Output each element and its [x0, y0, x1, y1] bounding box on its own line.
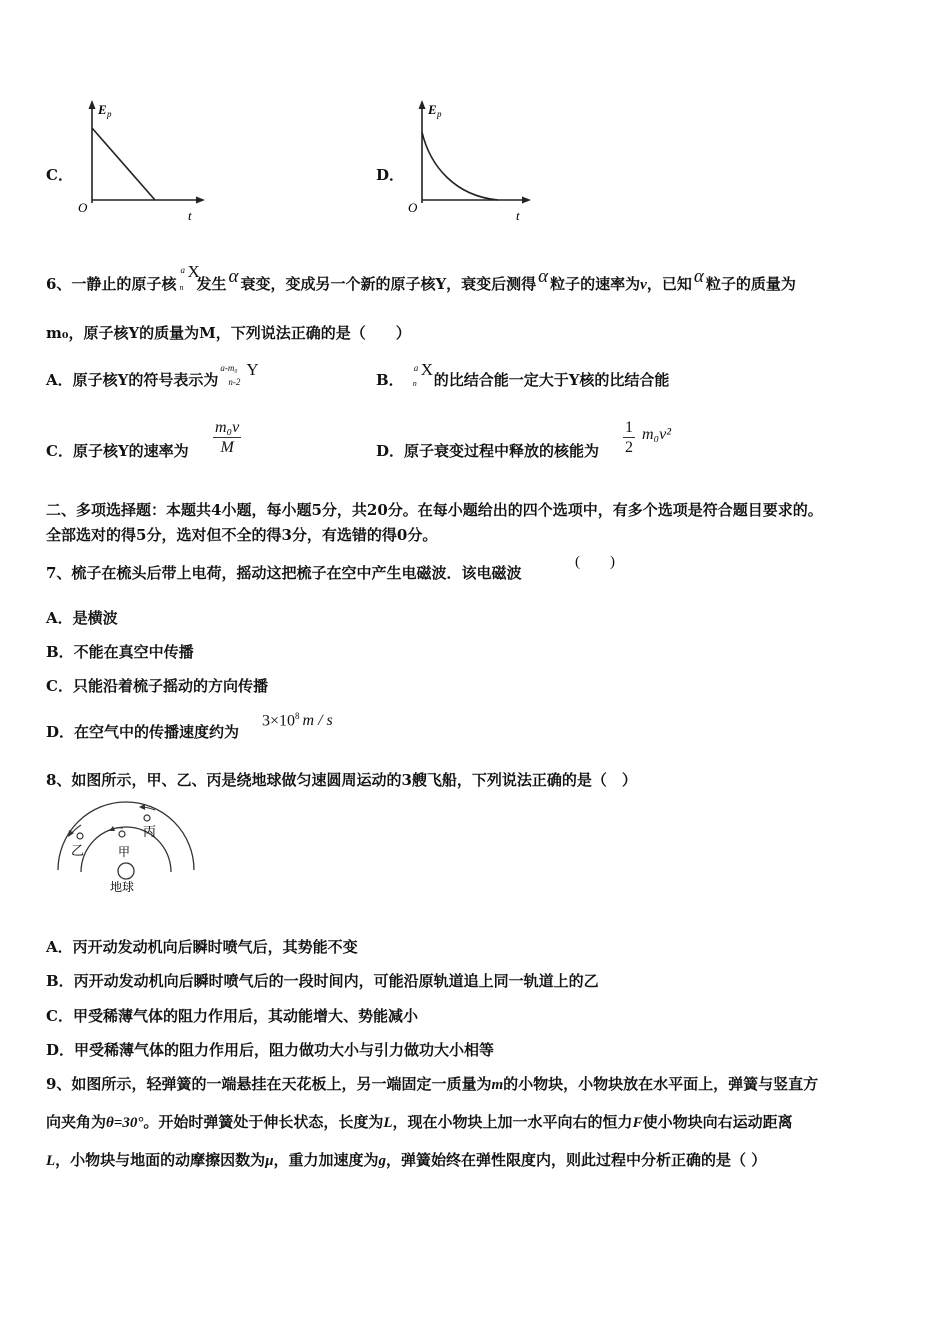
q6-nucleus-x-symbol: X: [187, 262, 200, 281]
q7-option-a: A．是横波: [46, 609, 118, 627]
graph-d-y-label: E: [428, 102, 437, 117]
graph-c-x-arrow: [196, 197, 205, 204]
q6-text-b: 发生: [196, 275, 227, 293]
q6-option-b-symbol: [404, 360, 434, 390]
q6-option-d: [376, 441, 599, 461]
q7-option-c: C．只能沿着梳子摇动的方向传播: [46, 677, 268, 695]
q8-earth: [118, 863, 134, 879]
graph-d-origin: O: [408, 200, 418, 215]
graph-d-y-label-sub: p: [437, 109, 442, 119]
q6-option-d-denominator: 2: [625, 439, 633, 456]
q6-text-d: 粒子的速率为: [550, 275, 641, 293]
q8-orbit-figure: [55, 800, 200, 900]
option-c-label: C．: [46, 166, 73, 184]
q9-line2: [46, 1112, 793, 1133]
q9-line2-b: 。开始时弹簧处于伸长状态，长度为: [143, 1113, 384, 1131]
q6-option-c: [46, 441, 189, 461]
section2-heading-line2: 全部选对的得5分，选对但不全的得3分，有选错的得0分。: [46, 526, 438, 544]
q6-option-a-top: a-m₀: [220, 363, 238, 373]
q9-line1: [46, 1074, 818, 1095]
graph-d-x-label: t: [516, 208, 520, 223]
q8-option-a: A．丙开动发动机向后瞬时喷气后，其势能不变: [46, 938, 358, 956]
q9-g: g: [378, 1153, 387, 1169]
q9-line3-b: ，重力加速度为: [273, 1151, 379, 1169]
q6-v: v: [640, 277, 647, 293]
q6-nucleus-x-bottom: n: [179, 283, 184, 292]
q9-line3: [46, 1150, 766, 1171]
q6-stem-line2: m₀，原子核Y的质量为M，下列说法正确的是（ ）: [46, 324, 411, 342]
q6-option-a-bottom: n-2: [228, 377, 241, 387]
q9-line2-c: ，现在小物块上加一水平向右的恒力: [392, 1113, 633, 1131]
q8-option-b: B．丙开动发动机向后瞬时喷气后的一段时间内，可能沿原轨道追上同一轨道上的乙: [46, 972, 599, 990]
q6-alpha-2: α: [538, 266, 549, 287]
q9-F: F: [632, 1115, 643, 1131]
q6-option-b-x: X: [420, 360, 433, 379]
q6-option-d-expr: m₀v²: [642, 426, 672, 443]
q7-option-d: [46, 722, 239, 742]
graph-c-y-arrow: [89, 100, 96, 109]
q7-option-d-value: [262, 711, 333, 730]
q9-line2-d: 使小物块向右运动距离: [642, 1113, 793, 1131]
q7-stem: 7、梳子在梳头后带上电荷，摇动这把梳子在空中产生电磁波．该电磁波: [46, 564, 522, 582]
graph-c-x-label: t: [188, 208, 192, 223]
graph-d-y-arrow: [419, 100, 426, 109]
q9-theta: θ=30°: [106, 1115, 144, 1131]
q7-option-d-unit: m / s: [302, 712, 333, 730]
q8-ship-bing: [144, 815, 150, 821]
q6-stem-line1: [46, 262, 796, 295]
graph-d-curve: [422, 132, 498, 200]
q6-text-a: 6、一静止的原子核: [46, 275, 177, 293]
q6-text-e: ，已知: [646, 275, 692, 293]
q7-option-b: B．不能在真空中传播: [46, 643, 194, 661]
graph-c-y-label: E: [98, 102, 107, 117]
q6-text-f: 粒子的质量为: [705, 275, 796, 293]
q6-option-d-numerator: 1: [625, 419, 633, 436]
q9-line1-b: 的小物块，小物块放在水平面上，弹簧与竖直方: [503, 1075, 819, 1093]
q9-line3-a: ，小物块与地面的动摩擦因数为: [55, 1151, 266, 1169]
q8-label-earth: 地球: [110, 880, 135, 894]
graph-c: [70, 98, 210, 226]
graph-d-x-arrow: [522, 197, 531, 204]
q6-alpha-3: α: [693, 266, 704, 287]
q6-option-b-bottom: n: [412, 379, 417, 388]
q9-line3-c: ，弹簧始终在弹性限度内，则此过程中分析正确的是（ ）: [386, 1151, 767, 1169]
q6-option-a: [46, 360, 262, 390]
q9-mu: μ: [265, 1153, 274, 1169]
q9-L: L: [383, 1115, 393, 1131]
q7-option-d-text: D．在空气中的传播速度约为: [46, 723, 240, 741]
q6-option-d-fraction: [623, 418, 635, 457]
graph-c-y-label-sub: p: [107, 109, 112, 119]
q7-option-d-exponent: 8: [295, 711, 300, 721]
option-d-label: D．: [376, 166, 405, 184]
q6-option-c-text: C．原子核Y的速率为: [46, 442, 189, 460]
q6-option-b-text: 的比结合能一定大于Y核的比结合能: [433, 371, 670, 389]
q9-line2-a: 向夹角为: [46, 1113, 107, 1131]
q6-option-d-text: D．原子衰变过程中释放的核能为: [376, 442, 600, 460]
q6-option-b-label: B．: [376, 371, 404, 389]
q6-option-a-text: A．原子核Y的符号表示为: [46, 371, 219, 389]
q9-m: m: [491, 1077, 504, 1093]
q6-option-a-y: Y: [246, 360, 259, 379]
q6-option-c-fraction: [213, 418, 241, 457]
q6-nucleus-x-top: a: [180, 265, 185, 275]
q6-option-b: [376, 360, 670, 390]
q6-option-c-denominator: M: [220, 439, 234, 456]
q8-stem: 8、如图所示，甲、乙、丙是绕地球做匀速圆周运动的3艘飞船，下列说法正确的是（ ）: [46, 771, 637, 789]
q8-label-bing: 丙: [143, 824, 157, 839]
q6-option-a-symbol: [218, 360, 262, 390]
q6-text-c: 衰变，变成另一个新的原子核Y，衰变后测得: [240, 275, 537, 293]
q6-alpha-1: α: [228, 266, 239, 287]
q8-ship-yi: [77, 833, 83, 839]
q8-label-jia: 甲: [118, 845, 131, 859]
q6-nucleus-x: [176, 262, 200, 294]
graph-c-origin: O: [78, 200, 88, 215]
q8-option-d: D．甲受稀薄气体的阻力作用后，阻力做功大小与引力做功大小相等: [46, 1041, 495, 1059]
q8-label-yi: 乙: [71, 843, 85, 858]
q9-line3-L: L: [46, 1153, 56, 1169]
graph-c-curve: [92, 128, 155, 200]
q7-option-d-mantissa: 3×10: [262, 712, 296, 730]
q9-line1-a: 9、如图所示，轻弹簧的一端悬挂在天花板上，另一端固定一质量为: [46, 1075, 492, 1093]
section2-heading-line1: 二、多项选择题：本题共4小题，每小题5分，共20分。在每小题给出的四个选项中，有多个选项是符合题目要求的。: [46, 501, 823, 519]
graph-d: [400, 98, 540, 226]
q8-option-c: C．甲受稀薄气体的阻力作用后，其动能增大、势能减小: [46, 1007, 418, 1025]
q6-option-c-numerator: m₀v: [215, 419, 240, 436]
q8-ship-jia: [119, 831, 125, 837]
q7-blank: ( ): [575, 554, 615, 570]
q6-option-b-top: a: [413, 363, 419, 373]
